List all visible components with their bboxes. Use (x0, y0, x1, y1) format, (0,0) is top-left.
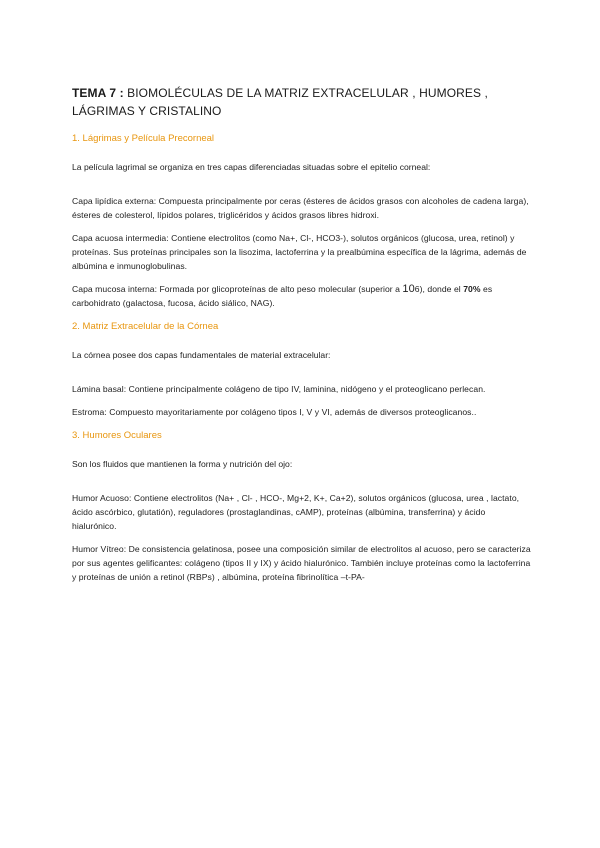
section-heading-lagrimas: 1. Lágrimas y Película Precorneal (72, 133, 215, 144)
section-intro-lagrimas: La película lagrimal se organiza en tres capas diferenciadas situadas sobre el epitelio corneal: (72, 162, 431, 172)
section-heading-humores: 3. Humores Oculares (72, 430, 162, 441)
title-label: TEMA 7 : (72, 86, 124, 100)
mucosa-exponent-base: 10 (402, 283, 415, 295)
paragraph-humor-vitreo: Humor Vítreo: De consistencia gelatinosa, posee una composición similar de electrolitos al acuoso, pero se caracteriza por sus agentes gelificantes: colágeno (tipos II y IX) y ácido hialurónico. También incluye proteínas como la lactoferrina y proteínas de unión a retinol (RBPs) , albúmina, proteína fibrinolítica –t-PA- (72, 544, 531, 582)
mucosa-text-start: Capa mucosa interna: Formada por glicoproteínas de alto peso molecular (superior a (72, 284, 403, 294)
title-text: BIOMOLÉCULAS DE LA MATRIZ EXTRACELULAR , HUMORES , LÁGRIMAS Y CRISTALINO (72, 86, 488, 118)
paragraph-estroma: Estroma: Compuesto mayoritariamente por colágeno tipos I, V y VI, además de diversos proteoglicanos.. (72, 407, 477, 417)
section-intro-humores: Son los fluidos que mantienen la forma y nutrición del ojo: (72, 459, 293, 469)
paragraph-capa-mucosa (72, 282, 532, 310)
paragraph-humor-acuoso: Humor Acuoso: Contiene electrolitos (Na+ , Cl- , HCO-, Mg+2, K+, Ca+2), solutos orgánicos (glucosa, urea , lactato, ácido ascórbico, glutatión), reguladores (prostaglandinas, cAMP), proteínas (albúmina, transferrina) y ácido hialurónico. (72, 493, 520, 531)
mucosa-text-middle: 6), donde el (414, 284, 464, 294)
paragraph-lamina-basal: Lámina basal: Contiene principalmente colágeno de tipo IV, laminina, nidógeno y el proteoglicano perlecan. (72, 384, 486, 394)
document-page (72, 84, 532, 593)
paragraph-capa-acuosa: Capa acuosa intermedia: Contiene electrolitos (como Na+, Cl-, HCO3-), solutos orgánicos (glucosa, urea, retinol) y proteínas. Sus proteínas principales son la lisozima, lactoferrina y la prealbúmina específica de la lágrima, además de albúmina e inmunoglobulinas. (72, 233, 527, 271)
mucosa-percentage: 70% (463, 284, 481, 294)
section-heading-matriz: 2. Matriz Extracelular de la Córnea (72, 321, 219, 332)
section-intro-matriz: La córnea posee dos capas fundamentales de material extracelular: (72, 350, 331, 360)
document-title (72, 84, 532, 120)
mucosa-text-end: es carbohidrato (galactosa, fucosa, ácido siálico, NAG). (72, 284, 493, 308)
paragraph-capa-lipidica: Capa lipídica externa: Compuesta principalmente por ceras (ésteres de ácidos grasos con alcoholes de cadena larga), ésteres de colesterol, lípidos polares, triglicéridos y ácidos grasos libres hidroxi. (72, 196, 529, 220)
